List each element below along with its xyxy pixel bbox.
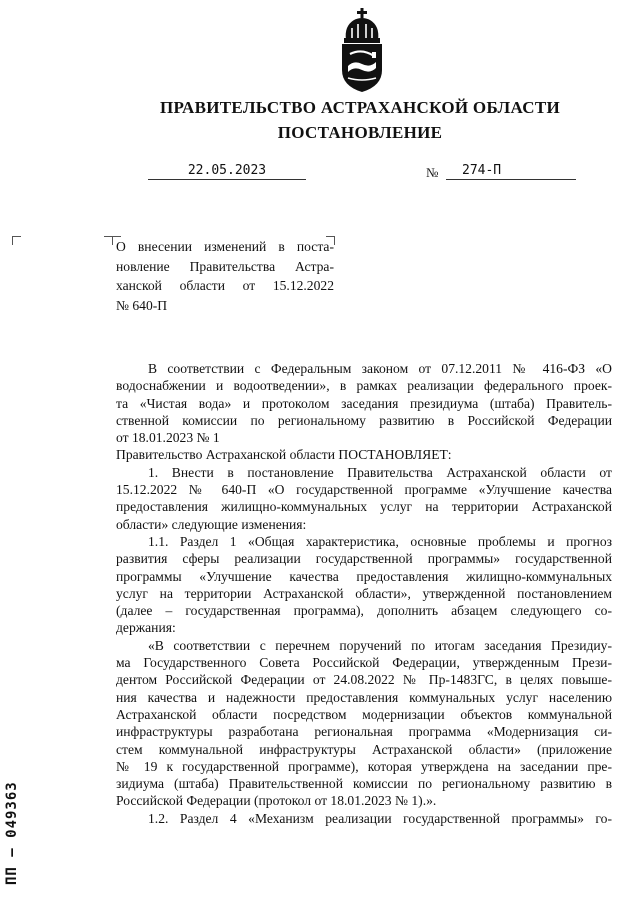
- body-line: 1.2. Раздел 4 «Механизм реализации государственной программы» го-: [148, 810, 612, 826]
- body-line: 1.1. Раздел 1 «Общая характеристика, основные проблемы и прогноз: [148, 533, 612, 549]
- body-line: Правительство Астраханской области ПОСТАНОВЛЯЕТ:: [116, 447, 452, 463]
- coat-of-arms-emblem: [334, 8, 390, 94]
- document-number: 274-П: [446, 163, 576, 180]
- body-line: ма Государственного Совета Российской Федерации, утвержденным Прези-: [116, 655, 612, 671]
- body-line: «В соответствии с перечнем поручений по итогам заседания Президиу-: [148, 637, 612, 653]
- body-line: программы «Улучшение качества предоставления жилищно-коммунальных: [116, 568, 612, 584]
- number-sign: №: [426, 165, 439, 180]
- corner-mark: [12, 236, 21, 245]
- body-line: зидиума (штаба) Правительственной комиссии по региональному развитию в: [116, 776, 612, 792]
- body-line: № 19 к государственной программе), которая утверждена на заседании пре-: [116, 758, 612, 774]
- body-line: дентом Российской Федерации от 24.08.2022 № Пр-1483ГС, в целях повыше-: [116, 672, 612, 688]
- body-line: В соответствии с Федеральным законом от 07.12.2011 № 416-ФЗ «О: [148, 361, 612, 376]
- subject-line: новление Правительства Астра-: [116, 258, 334, 274]
- body-line: та «Чистая вода» и протоколом заседания президиума (штаба) Правитель-: [116, 395, 612, 411]
- body-line: (далее – государственная программа), дополнить абзацем следующего со-: [116, 603, 612, 619]
- document-type-title: ПОСТАНОВЛЕНИЕ: [277, 123, 443, 142]
- body-line: ственной комиссии по региональному развитию в Российской Федерации: [116, 412, 612, 428]
- body-line: 15.12.2022 № 640-П «О государственной программе «Улучшение качества: [116, 482, 612, 498]
- body-line: Астраханской области посредством модернизации объектов коммунальной: [116, 706, 612, 722]
- body-line: 1. Внести в постановление Правительства Астраханской области от: [148, 464, 612, 480]
- body-line: водоснабжении и водоотведении», в рамках реализации федерального проек-: [116, 378, 612, 394]
- body-line: развития сферы реализации государственной программы» государственной: [116, 551, 612, 567]
- body-line: предоставления жилищно-коммунальных услуг на территории Астраханской: [116, 499, 612, 515]
- body-line: от 18.01.2023 № 1: [116, 430, 220, 446]
- body-line: стем коммунальной инфраструктуры Астраханской области» (приложение: [116, 741, 612, 757]
- subject-line: ханской области от 15.12.2022: [116, 278, 334, 294]
- body-line: услуг на территории Астраханской области», утвержденной постановлением: [116, 585, 612, 601]
- serial-stamp: ПП – 049363: [4, 781, 20, 885]
- subject-line: О внесении изменений в поста-: [116, 239, 334, 254]
- body-line: Российской Федерации (протокол от 18.01.2023 № 1).».: [116, 793, 437, 809]
- document-subject: [116, 237, 334, 315]
- body-line: инфраструктуры разработана региональная программа «Модернизация си-: [116, 724, 612, 740]
- subject-line: № 640-П: [116, 297, 168, 313]
- document-body: [116, 360, 612, 827]
- body-line: области» следующие изменения:: [116, 516, 307, 532]
- body-line: ния качества и надежности предоставления коммунальных услуг населению: [116, 689, 612, 705]
- body-line: держания:: [116, 620, 176, 636]
- document-date: 22.05.2023: [148, 163, 306, 180]
- government-title: ПРАВИТЕЛЬСТВО АСТРАХАНСКОЙ ОБЛАСТИ: [160, 98, 560, 117]
